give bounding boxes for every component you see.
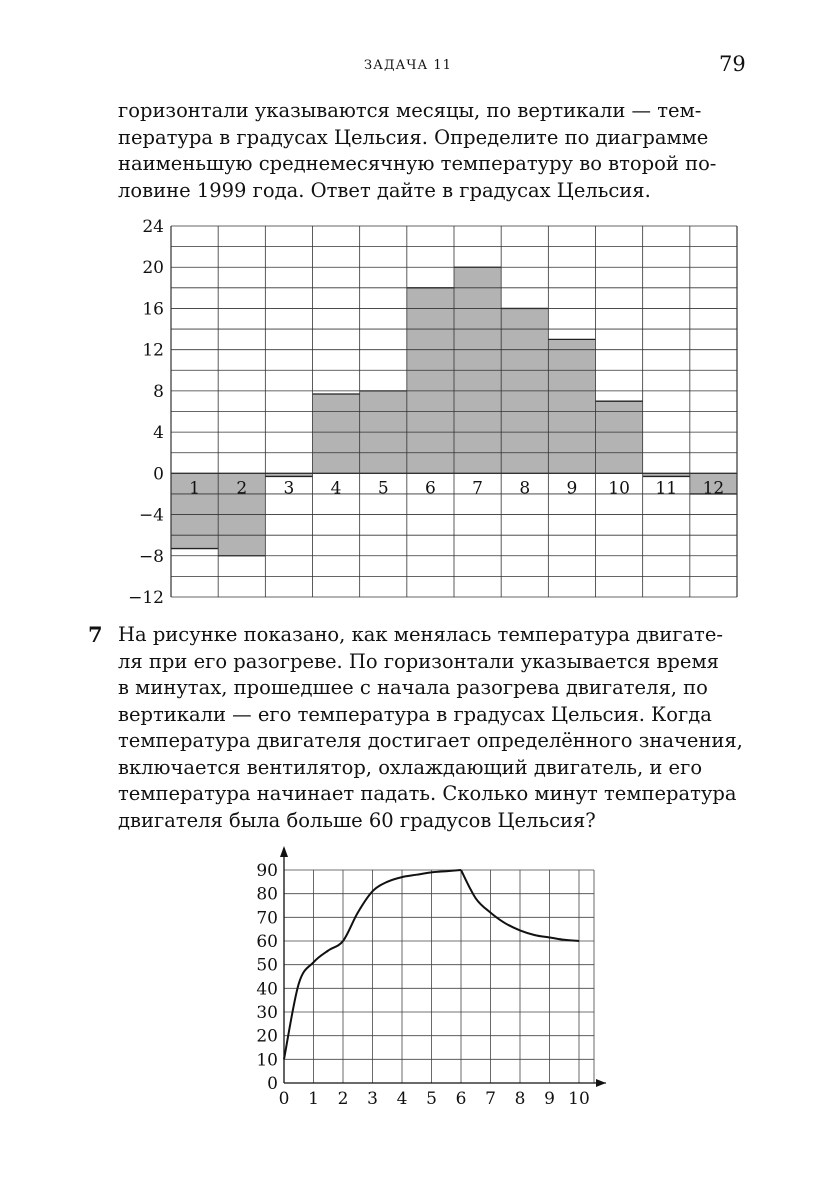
x-tick-label: 11 — [655, 478, 678, 499]
task-number: 7 — [88, 622, 103, 647]
text-line: ловине 1999 года. Ответ дайте в градусах Цельсия. — [118, 178, 651, 202]
text-line: горизонтали указываются месяцы, по вертикали — тем- — [118, 99, 702, 122]
x-tick-label: 5 — [426, 1089, 437, 1109]
y-tick-label: 0 — [153, 464, 164, 485]
page-number: 79 — [719, 52, 746, 76]
x-tick-label: 3 — [283, 478, 295, 499]
x-tick-label: 5 — [377, 478, 389, 499]
x-tick-label: 1 — [308, 1089, 319, 1109]
x-tick-label: 4 — [396, 1089, 408, 1109]
x-tick-label: 12 — [702, 478, 725, 499]
engine-temperature-line-chart — [0, 830, 827, 1130]
task-7-text — [118, 622, 748, 834]
y-tick-label: 20 — [142, 258, 164, 279]
x-tick-label: 9 — [544, 1089, 555, 1109]
x-tick-label: 0 — [278, 1089, 290, 1109]
x-tick-label: 10 — [568, 1089, 590, 1109]
text-line: включается вентилятор, охлаждающий двигатель, и его — [118, 755, 703, 779]
x-tick-label: 10 — [608, 478, 630, 499]
y-tick-label: 10 — [256, 1050, 278, 1071]
bar-month-9 — [548, 339, 595, 473]
y-tick-label: 60 — [256, 932, 278, 952]
x-tick-label: 4 — [330, 478, 342, 499]
x-tick-label: 8 — [519, 478, 531, 499]
y-tick-label: −8 — [138, 546, 164, 567]
x-tick-label: 6 — [425, 478, 436, 499]
y-axis-arrow-icon — [280, 846, 288, 857]
y-tick-label: 30 — [256, 1003, 278, 1023]
text-line: вертикали — его температура в градусах Цельсия. Когда — [118, 702, 712, 726]
x-tick-label: 2 — [337, 1089, 349, 1109]
y-tick-label: 40 — [256, 979, 278, 1000]
text-line: температура двигателя достигает определённого значения, — [118, 729, 743, 752]
bar-month-6 — [407, 288, 454, 474]
text-line: ля при его разогреве. По горизонтали указывается время — [118, 649, 719, 673]
running-head: ЗАДАЧА 11 — [364, 58, 452, 73]
y-tick-label: 0 — [267, 1074, 278, 1094]
text-line: пература в градусах Цельсия. Определите по диаграмме — [118, 125, 709, 149]
y-tick-label: 16 — [142, 299, 164, 320]
text-line: двигателя была больше 60 градусов Цельсия? — [118, 808, 596, 832]
y-tick-label: 20 — [256, 1026, 278, 1047]
x-tick-label: 7 — [485, 1089, 496, 1109]
y-tick-label: −4 — [138, 505, 164, 526]
x-tick-label: 1 — [189, 478, 200, 499]
text-line: в минутах, прошедшее с начала разогрева двигателя, по — [118, 676, 708, 699]
text-line: температура начинает падать. Сколько минут температура — [118, 782, 737, 805]
y-tick-label: 80 — [256, 884, 278, 905]
y-tick-label: 4 — [153, 423, 164, 444]
y-tick-label: 50 — [256, 955, 278, 976]
y-tick-label: −12 — [128, 588, 164, 608]
text-line: На рисунке показано, как менялась температура двигате- — [118, 623, 723, 646]
x-tick-label: 2 — [236, 478, 248, 499]
bar-month-10 — [596, 401, 643, 473]
y-tick-label: 70 — [256, 908, 278, 929]
x-tick-label: 3 — [367, 1089, 378, 1109]
x-tick-label: 9 — [566, 478, 578, 499]
text-line: наименьшую среднемесячную температуру во второй по- — [118, 152, 717, 175]
x-tick-label: 8 — [514, 1089, 526, 1109]
y-tick-label: 12 — [142, 340, 164, 361]
bar-month-4 — [313, 394, 360, 473]
y-tick-label: 24 — [142, 217, 164, 237]
y-tick-label: 8 — [153, 381, 164, 402]
y-tick-label: 90 — [256, 861, 278, 881]
x-tick-label: 7 — [472, 478, 483, 499]
x-tick-label: 6 — [455, 1089, 467, 1109]
x-axis-arrow-icon — [596, 1079, 606, 1087]
